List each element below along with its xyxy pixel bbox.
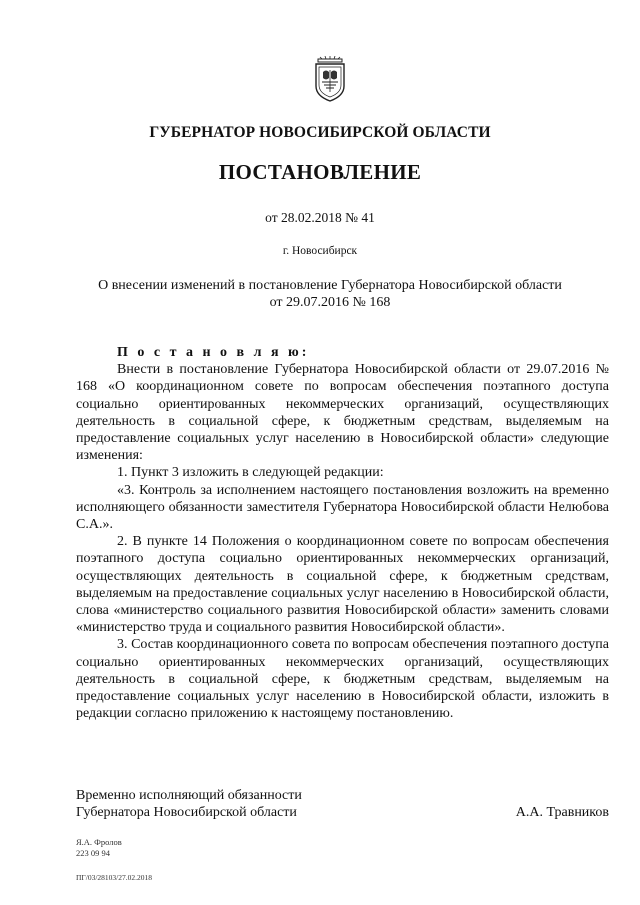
document-type: ПОСТАНОВЛЕНИЕ	[218, 160, 422, 184]
coat-of-arms-icon	[312, 56, 348, 102]
document-title-line: О внесении изменений в постановление Губернатора Новосибирской области	[98, 278, 562, 293]
document-code: ПГ/03/28103/27.02.2018	[76, 873, 153, 882]
body-paragraph: 2. В пункте 14 Положения о координационном совете по вопросам обеспечения поэтапного доступа социально ориентированных некоммерческих организаций, осуществляющих деятельность в социальной сфере, к бюджетным средствам, выделяемым на предоставление социальных услуг населению в Новосибирской области, слова «министерство социального развития Новосибирской области» заменить словами «министерство труда и социального развития Новосибирской области».	[76, 534, 609, 636]
executor-info	[76, 837, 122, 859]
signatory-name: А.А. Травников	[515, 805, 609, 820]
signatory-position: Временно исполняющий обязанности	[76, 788, 302, 803]
document-title	[60, 277, 600, 311]
issuing-authority: ГУБЕРНАТОР НОВОСИБИРСКОЙ ОБЛАСТИ	[149, 124, 491, 141]
body-paragraph: «3. Контроль за исполнением настоящего постановления возложить на временно исполняющего обязанности заместителя Губернатора Новосибирской области Нелюбова С.А.».	[76, 482, 609, 533]
document-body	[76, 344, 609, 722]
body-paragraph: Внести в постановление Губернатора Новосибирской области от 29.07.2016 № 168 «О координационном совете по вопросам обеспечения поэтапного доступа социально ориентированных некоммерческих организаций, осуществляющих деятельность в социальной сфере, к бюджетным средствам, выделяемым на предоставление социальных услуг населению в Новосибирской области» следующие изменения:	[76, 362, 609, 464]
document-date-number: от 28.02.2018 № 41	[265, 210, 375, 225]
document-city: г. Новосибирск	[282, 245, 358, 257]
body-paragraph: 1. Пункт 3 изложить в следующей редакции:	[117, 465, 384, 481]
signatory-position: Губернатора Новосибирской области	[76, 805, 297, 820]
signature-block	[76, 787, 609, 821]
decree-word: П о с т а н о в л я ю:	[117, 345, 310, 360]
executor-name: Я.А. Фролов	[76, 837, 122, 847]
executor-phone: 223 09 94	[76, 848, 110, 858]
body-paragraph: 3. Состав координационного совета по вопросам обеспечения поэтапного доступа социально ориентированных некоммерческих организаций, осуществляющих деятельность в социальной сфере, к бюджетным средствам, выделяемым на предоставление социальных услуг населению в Новосибирской области, изложить в редакции согласно приложению к настоящему постановлению.	[76, 637, 609, 722]
document-title-line: от 29.07.2016 № 168	[269, 295, 391, 310]
